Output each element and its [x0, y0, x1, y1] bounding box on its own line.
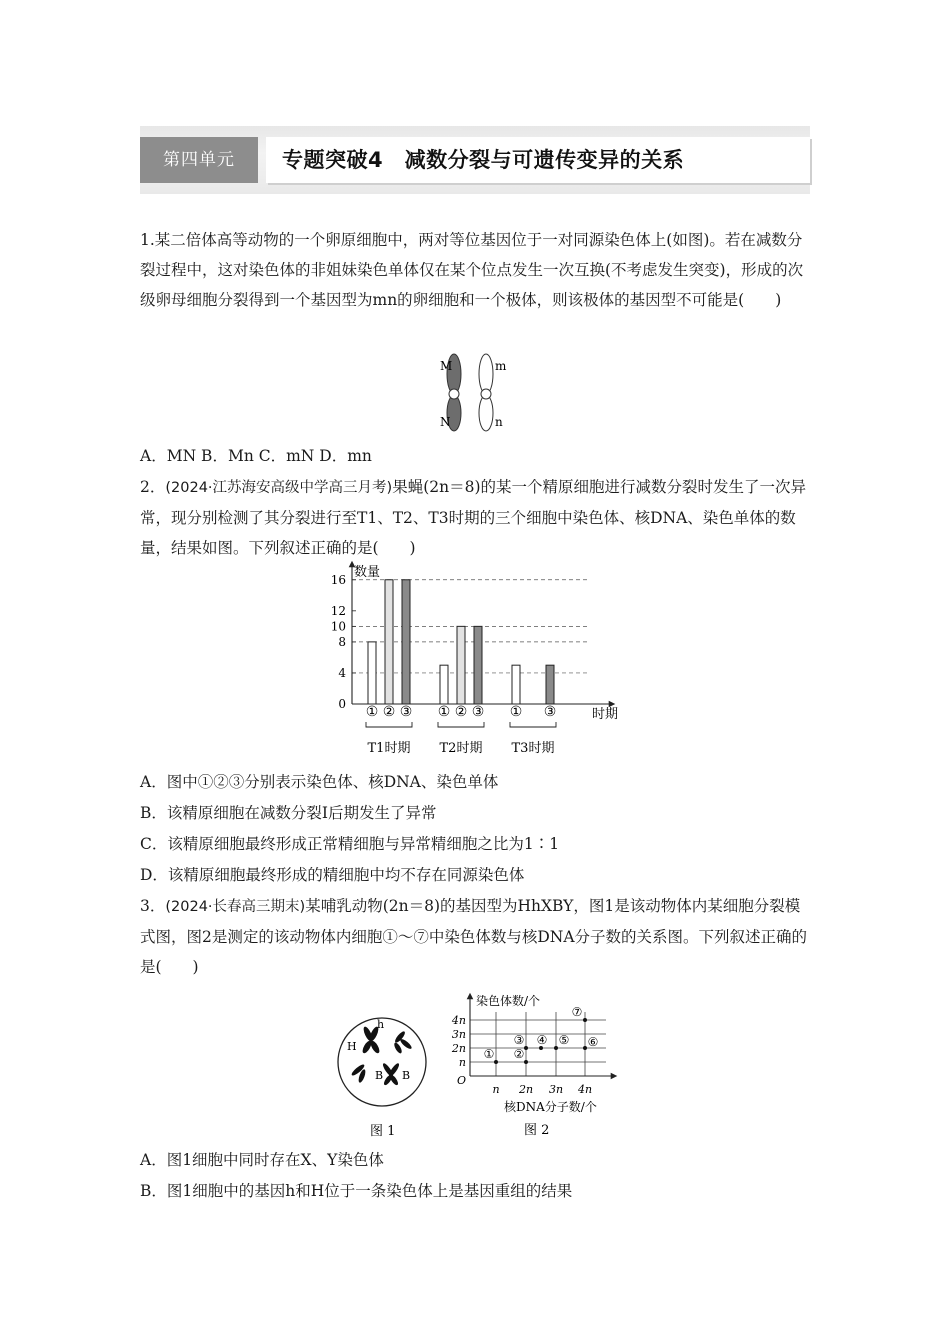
group-label: T2时期 [439, 741, 483, 756]
bar-label: ② [454, 704, 468, 720]
unit-tag: 第四单元 [140, 137, 258, 183]
group-label: T1时期 [367, 741, 411, 756]
bar-label: ① [365, 704, 379, 720]
fig2-point-7: ⑦ [571, 1005, 583, 1019]
y-tick-label: 8 [338, 634, 346, 649]
fig2-point-5: ⑤ [558, 1033, 570, 1047]
fig2-point-3: ③ [513, 1033, 525, 1047]
bar-label: ① [509, 704, 523, 720]
bar [474, 626, 482, 704]
q2-option-a: A．图中①②③分别表示染色体、核DNA、染色单体 [140, 773, 499, 791]
group-label: T3时期 [511, 741, 555, 756]
bar-label: ② [382, 704, 396, 720]
label-N: N [440, 415, 451, 429]
x-axis-label: 时期 [592, 707, 619, 722]
label-M: M [440, 359, 453, 373]
figure-2-caption: 图 2 [524, 1123, 550, 1138]
q1-chromosome-figure [440, 352, 520, 434]
fig2-origin: O [456, 1074, 466, 1087]
fig2-point-1: ① [483, 1047, 495, 1061]
gene-label-H: H [347, 1040, 357, 1053]
fig2-xtick-2n: 2n [518, 1083, 534, 1096]
bar [457, 626, 465, 704]
bar-label: ③ [399, 704, 413, 720]
bar-label: ① [437, 704, 451, 720]
figure-1-caption: 图 1 [370, 1124, 396, 1139]
gene-label-h: h [377, 1018, 385, 1031]
bar-label: ③ [543, 704, 557, 720]
y-tick-label: 12 [330, 603, 346, 618]
group-bracket [366, 722, 412, 727]
bar [368, 642, 376, 704]
y-axis-label: 数量 [354, 565, 381, 580]
fig2-xtick-3n: 3n [548, 1083, 564, 1096]
bar [440, 665, 448, 704]
y-tick-label: 4 [338, 665, 346, 680]
label-m: m [495, 359, 507, 373]
q3-option-a: A．图1细胞中同时存在X、Y染色体 [140, 1151, 384, 1169]
page-title: 专题突破4 减数分裂与可遗传变异的关系 [282, 148, 685, 172]
q3-figure-1 [330, 1012, 440, 1140]
q2-bar-chart [320, 560, 640, 760]
group-bracket [510, 722, 556, 727]
bar [402, 580, 410, 704]
q2-number: 2． [140, 478, 166, 496]
fig2-xtick-n: n [492, 1083, 500, 1096]
q2-stem-main: 果蝇(2n＝8)的某一个精原细胞进行减数分裂时发生了一次异常，现分别检测了其分裂进行至T1、T2、T3时期的三个细胞中染色体、核DNA、染色单体的数量，结果如图。下列叙述正确的是( ) [140, 478, 807, 557]
gene-label-B-right: B [402, 1069, 411, 1082]
label-n: n [495, 415, 503, 429]
q3-number: 3． [140, 897, 166, 915]
q1-options: A．MN B．Mn C．mN D．mn [140, 447, 372, 465]
q2-option-c: C．该精原细胞最终形成正常精细胞与异常精细胞之比为1∶1 [140, 835, 560, 853]
figure-2-xlabel: 核DNA分子数/个 [504, 1100, 597, 1114]
y-tick-label: 16 [330, 572, 346, 587]
fig2-xtick-4n: 4n [577, 1083, 593, 1096]
fig2-ytick-2n: 2n [451, 1042, 466, 1055]
q2-source: (2024·江苏海安高级中学高三月考) [165, 480, 393, 496]
fig2-ytick-n: n [458, 1056, 466, 1069]
y-tick-label: 10 [330, 619, 346, 634]
q3-option-b: B．图1细胞中的基因h和H位于一条染色体上是基因重组的结果 [140, 1182, 573, 1200]
group-bracket [438, 722, 484, 727]
q3-stem [140, 891, 812, 982]
q3-stem-main: 某哺乳动物(2n＝8)的基因型为HhXBY，图1是该动物体内某细胞分裂模式图，图2是测定的该动物体内细胞①～⑦中染色体数与核DNA分子数的关系图。下列叙述正确的是( ) [140, 897, 808, 976]
fig2-ytick-4n: 4n [451, 1014, 466, 1027]
q3-figure-2 [446, 992, 626, 1142]
bar [385, 580, 393, 704]
q2-option-b: B．该精原细胞在减数分裂Ⅰ后期发生了异常 [140, 804, 437, 822]
q2-option-d: D．该精原细胞最终形成的精细胞中均不存在同源染色体 [140, 866, 525, 884]
bar [546, 665, 554, 704]
fig2-point-6: ⑥ [587, 1035, 599, 1049]
bar-label: ③ [471, 704, 485, 720]
fig2-point-2: ② [513, 1047, 525, 1061]
figure-2-ylabel: 染色体数/个 [476, 994, 541, 1008]
gene-label-B-left: B [375, 1069, 384, 1082]
fig2-ytick-3n: 3n [451, 1028, 466, 1041]
q1-stem: 1.某二倍体高等动物的一个卵原细胞中，两对等位基因位于一对同源染色体上(如图)。若在减数分裂过程中，这对染色体的非姐妹染色单体仅在某个位点发生一次互换(不考虑发生突变)，形成的次级卵母细胞分裂得到一个基因型为mn的卵细胞和一个极体，则该极体的基因型不可能是( ) [140, 231, 804, 309]
bar [512, 665, 520, 704]
q2-stem [140, 472, 812, 563]
fig2-point-4: ④ [536, 1033, 548, 1047]
q3-source: (2024·长春高三期末) [165, 899, 306, 915]
y-tick-label: 0 [338, 697, 346, 711]
